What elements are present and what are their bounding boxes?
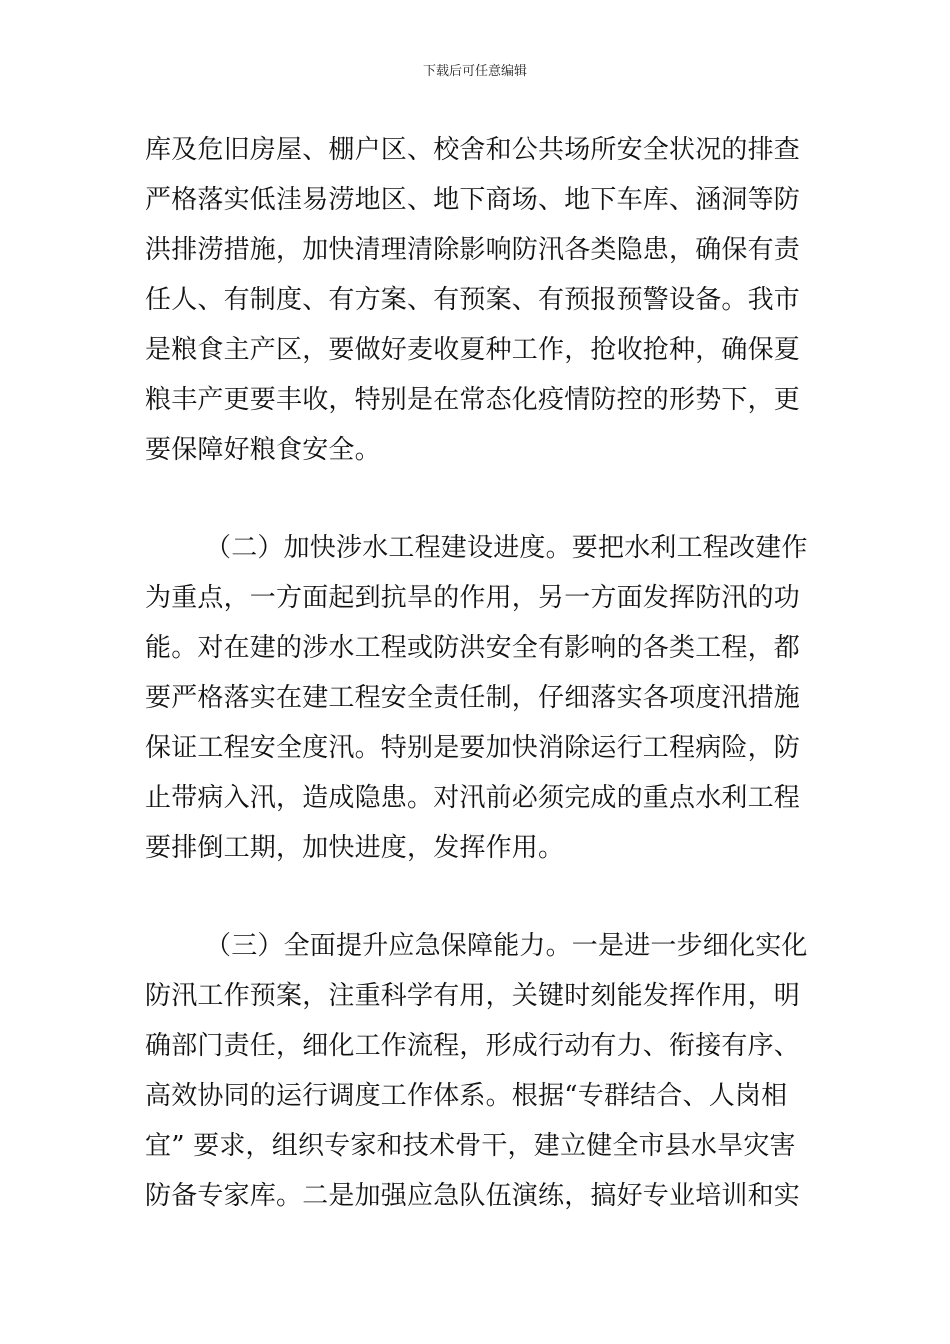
text-line: 保证工程安全度汛。特别是要加快消除运行工程病险，防: [145, 733, 801, 763]
page-header: 下载后可任意编辑: [422, 64, 527, 79]
text-line-indented: （二）加快涉水工程建设进度。要把水利工程改建作: [205, 533, 808, 563]
text-line: 要排倒工期，加快进度，发挥作用。: [145, 833, 565, 863]
text-line: 为重点，一方面起到抗旱的作用，另一方面发挥防汛的功: [145, 583, 801, 613]
text-line: 能。对在建的涉水工程或防洪安全有影响的各类工程，都: [145, 633, 801, 663]
text-line: 库及危旧房屋、棚户区、校舍和公共场所安全状况的排查: [145, 135, 801, 165]
text-line: 要保障好粮食安全。: [145, 435, 381, 465]
text-line: 防备专家库。二是加强应急队伍演练，搞好专业培训和实: [145, 1181, 801, 1211]
text-line: 宜” 要求，组织专家和技术骨干，建立健全市县水旱灾害: [145, 1131, 796, 1161]
text-line: 确部门责任，细化工作流程，形成行动有力、衔接有序、: [145, 1031, 801, 1061]
text-line-indented: （三）全面提升应急保障能力。一是进一步细化实化: [205, 931, 808, 961]
text-line: 防汛工作预案，注重科学有用，关键时刻能发挥作用，明: [145, 981, 801, 1011]
text-line: 任人、有制度、有方案、有预案、有预报预警设备。我市: [145, 285, 801, 315]
text-line: 洪排涝措施，加快清理清除影响防汛各类隐患，确保有责: [145, 235, 801, 265]
paragraph-2: [145, 523, 810, 873]
text-line: 要严格落实在建工程安全责任制，仔细落实各项度汛措施: [145, 683, 801, 713]
paragraph-1: [145, 125, 810, 475]
text-line: 是粮食主产区，要做好麦收夏种工作，抢收抢种，确保夏: [145, 335, 801, 365]
text-line: 严格落实低洼易涝地区、地下商场、地下车库、涵洞等防: [145, 185, 801, 215]
text-line: 止带病入汛，造成隐患。对汛前必须完成的重点水利工程: [145, 783, 801, 813]
text-line: 粮丰产更要丰收，特别是在常态化疫情防控的形势下，更: [145, 385, 801, 415]
paragraph-3: [145, 921, 810, 1221]
text-line: 高效协同的运行调度工作体系。根据“专群结合、人岗相: [145, 1081, 788, 1111]
